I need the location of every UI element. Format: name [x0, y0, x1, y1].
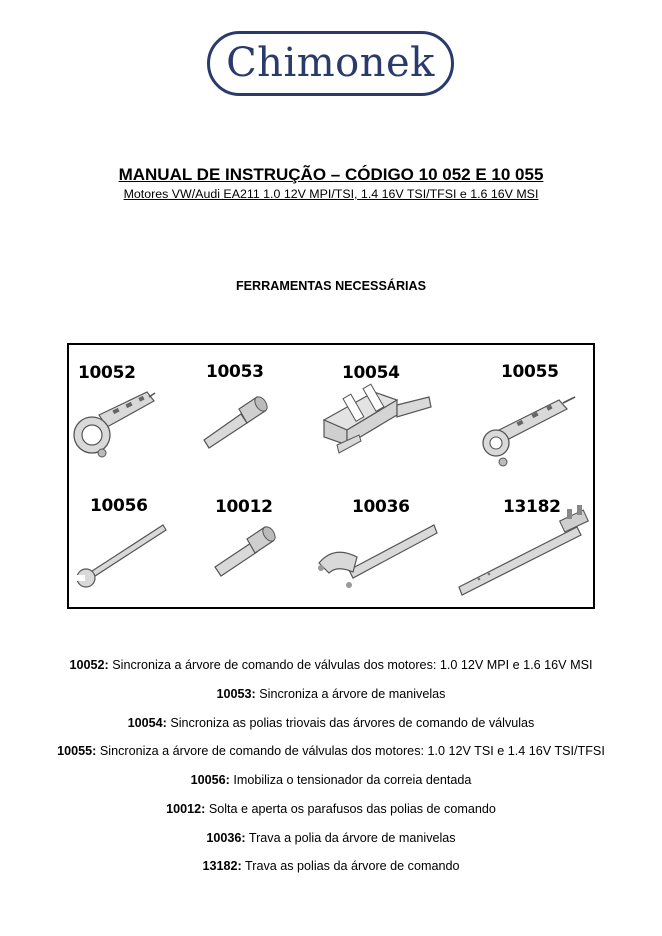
tool-code: 10012	[215, 497, 273, 517]
description-text: Sincroniza a árvore de comando de válvulas dos motores: 1.0 12V TSI e 1.4 16V TSI/TFSI	[96, 744, 605, 758]
description-text: Trava as polias da árvore de comando	[241, 859, 460, 873]
description-line	[0, 744, 662, 758]
tool-10012	[199, 475, 309, 609]
tool-code: 10055	[501, 362, 559, 382]
description-code: 10052:	[69, 658, 109, 672]
description-code: 10054:	[127, 716, 167, 730]
description-line	[0, 802, 662, 816]
tool-13182	[459, 475, 595, 609]
description-code: 10036:	[206, 831, 246, 845]
tool-code: 10053	[206, 362, 264, 382]
description-code: 13182:	[202, 859, 242, 873]
brand-logo	[207, 31, 454, 96]
description-line	[0, 831, 662, 845]
tool-10054	[309, 345, 459, 475]
tool-10054-illustration	[309, 345, 459, 475]
tool-10052	[69, 345, 199, 475]
tool-10036-illustration	[309, 475, 459, 609]
tool-code: 10036	[352, 497, 410, 517]
page-subtitle: Motores VW/Audi EA211 1.0 12V MPI/TSI, 1.4 16V TSI/TFSI e 1.6 16V MSI	[123, 187, 539, 201]
tools-figure	[67, 343, 595, 609]
description-code: 10012:	[166, 802, 206, 816]
description-code: 10056:	[190, 773, 230, 787]
tool-code: 13182	[503, 497, 561, 517]
tool-13182-illustration	[459, 475, 595, 609]
description-text: Imobiliza o tensionador da correia dentada	[229, 773, 472, 787]
description-line	[0, 687, 662, 701]
description-code: 10053:	[216, 687, 256, 701]
tool-10012-illustration	[199, 475, 309, 609]
section-title: FERRAMENTAS NECESSÁRIAS	[235, 279, 427, 293]
tool-code: 10054	[342, 363, 400, 383]
tool-10056	[69, 475, 199, 609]
tool-10036	[309, 475, 459, 609]
description-text: Trava a polia da árvore de manivelas	[245, 831, 456, 845]
description-line	[0, 859, 662, 873]
description-text: Solta e aperta os parafusos das polias de comando	[205, 802, 496, 816]
description-text: Sincroniza a árvore de comando de válvulas dos motores: 1.0 12V MPI e 1.6 16V MSI	[108, 658, 593, 672]
tool-code: 10056	[90, 496, 148, 516]
tool-10053	[199, 345, 309, 475]
tool-code: 10052	[78, 363, 136, 383]
description-code: 10055:	[57, 744, 97, 758]
page-title: MANUAL DE INSTRUÇÃO – CÓDIGO 10 052 E 10 055	[118, 165, 544, 184]
description-text: Sincroniza as polias triovais das árvores de comando de válvulas	[166, 716, 535, 730]
description-line	[0, 658, 662, 672]
tool-10055	[459, 345, 595, 475]
brand-logo-text: Chimonek	[226, 39, 435, 86]
description-line	[0, 773, 662, 787]
tool-10055-illustration	[459, 345, 595, 475]
tool-10052-illustration	[69, 345, 199, 475]
description-text: Sincroniza a árvore de manivelas	[255, 687, 446, 701]
tool-10053-illustration	[199, 345, 309, 475]
tool-10056-illustration	[69, 475, 199, 609]
description-line	[0, 716, 662, 730]
